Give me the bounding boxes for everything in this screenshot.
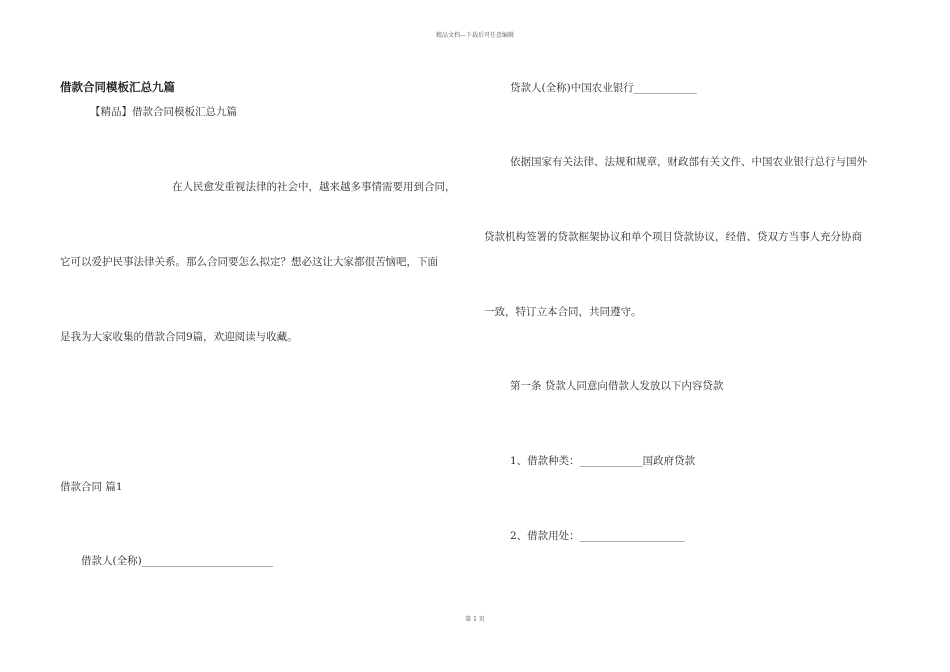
preamble-line-3: 一致，特订立本合同，共同遵守。 xyxy=(484,306,642,318)
loan-type-item: 1、借款种类：____________国政府贷款 xyxy=(510,455,696,467)
preamble-line-2: 贷款机构签署的贷款框架协议和单个项目贷款协议，经借、贷双方当事人充分协商 xyxy=(484,231,862,243)
borrower-line: 借款人(全称)_________________________ xyxy=(81,555,273,567)
page-header: 精品文档---下载后可任意编辑 xyxy=(435,32,515,39)
section-heading: 借款合同 篇1 xyxy=(60,481,123,493)
lender-line: 贷款人(全称)中国农业银行____________ xyxy=(510,82,697,94)
intro-line-1: 在人民愈发重视法律的社会中，越来越多事情需要用到合同， xyxy=(172,181,456,193)
document-subtitle: 【精品】借款合同模板汇总九篇 xyxy=(90,106,237,118)
article-1-heading: 第一条 贷款人同意向借款人发放以下内容贷款 xyxy=(510,380,724,392)
loan-purpose-item: 2、借款用处：____________________ xyxy=(510,530,685,542)
intro-line-2: 它可以爱护民事法律关系。那么合同要怎么拟定？想必这让大家都很苦恼吧，下面 xyxy=(60,256,438,268)
intro-line-3: 是我为大家收集的借款合同9篇，欢迎阅读与收藏。 xyxy=(60,331,298,343)
document-title: 借款合同模板汇总九篇 xyxy=(60,80,175,94)
preamble-line-1: 依据国家有关法律、法规和规章，财政部有关文件、中国农业银行总行与国外 xyxy=(510,156,867,168)
page-footer: 第 1 页 xyxy=(465,616,485,623)
